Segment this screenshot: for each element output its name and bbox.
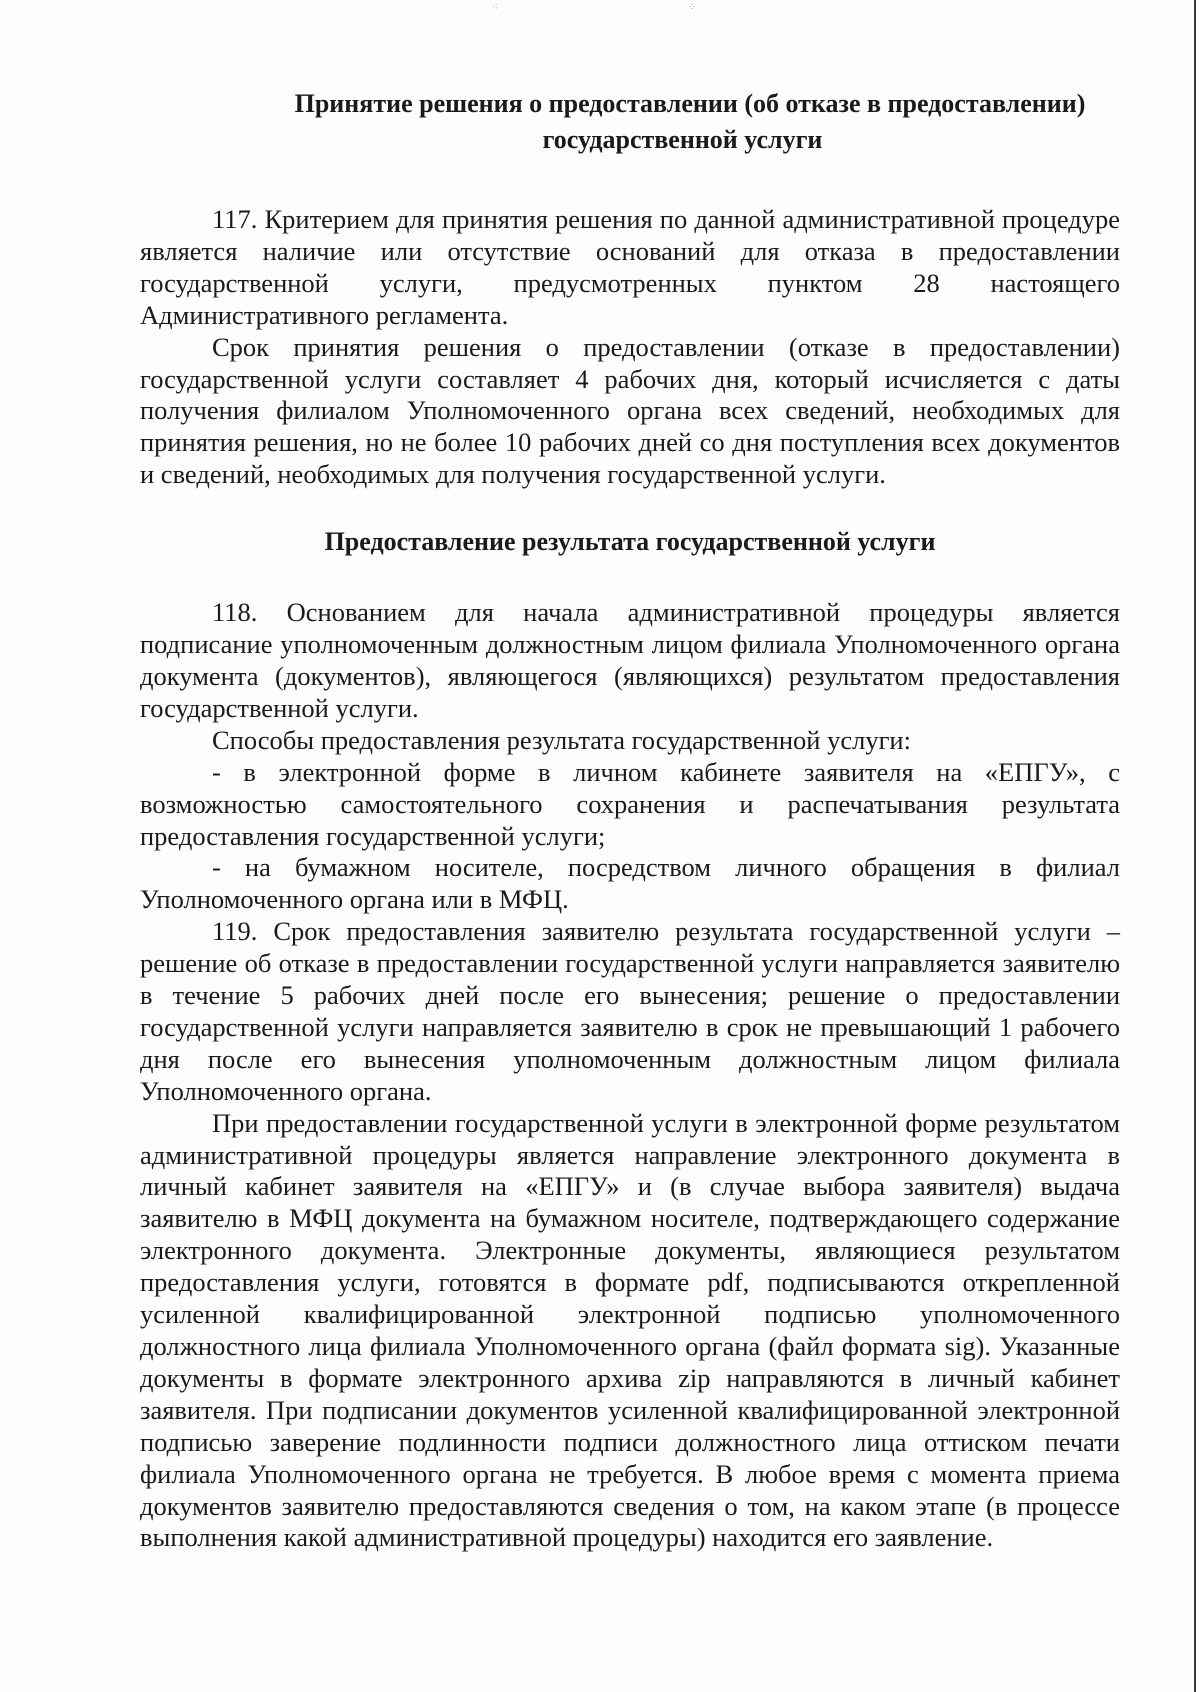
section-title-result [140,524,1120,560]
title-line: Принятие решения о предоставлении (об отказе в предоставлении) [294,89,1086,118]
document-body [140,86,1120,1554]
paragraph-method-electronic: - в электронной форме в личном кабинете заявителя на «ЕПГУ», с возможностью самостоятельного сохранения и распечатывания результата предоставления государственной услуги; [140,756,1120,851]
paragraph-decision-term: Срок принятия решения о предоставлении (отказе в предоставлении) государственной услуги составляет 4 рабочих дня, который исчисляется с даты получения филиалом Уполномоченного органа всех сведений, необходимых для принятия решения, но не более 10 рабочих дней со дня поступления всех документов и сведений, необходимых для получения государственной услуги. [140,331,1120,490]
paragraph-117: 117. Критерием для принятия решения по данной административной процедуре является наличие или отсутствие оснований для отказа в предоставлении государственной услуги, предусмотренных пунктом 28 настоящего Административного регламента. [140,204,1120,330]
scan-speck: ⁘ [688,2,697,13]
paragraph-electronic-result: При предоставлении государственной услуги в электронной форме результатом административной процедуры является направление электронного документа в личный кабинет заявителя на «ЕПГУ» и (в случае выбора заявителя) выдача заявителю в МФЦ документа на бумажном носителе, подтверждающего содержание электронного документа. Электронные документы, являющиеся результатом предоставления услуги, готовятся в формате pdf, подписываются открепленной усиленной квалифицированной электронной подписью уполномоченного должностного лица филиала Уполномоченного органа (файл формата sig). Указанные документы в формате электронного архива zip направляются в личный кабинет заявителя. При подписании документов усиленной квалифицированной электронной подписью заверение подлинности подписи должностного лица оттиском печати филиала Уполномоченного органа не требуется. В любое время с момента приема документов заявителю предоставляются сведения о том, на каком этапе (в процессе выполнения какой административной процедуры) находится его заявление. [140,1107,1120,1553]
title-line: государственной услуги [542,125,823,154]
paragraph-118: 118. Основанием для начала административной процедуры является подписание уполномоченным должностным лицом филиала Уполномоченного органа документа (документов), являющегося (являющихся) результатом предоставления государственной услуги. [140,597,1120,723]
scan-speck: ⁖ [492,2,498,13]
title-line: Предоставление результата государственной услуги [324,527,936,557]
section-title-decision [140,86,1120,158]
scan-edge [1194,0,1196,1692]
paragraph-method-paper: - на бумажном носителе, посредством личного обращения в филиал Уполномоченного органа или в МФЦ. [140,852,1120,915]
paragraph-119: 119. Срок предоставления заявителю результата государственной услуги – решение об отказе в предоставлении государственной услуги направляется заявителю в течение 5 рабочих дней после его вынесения; решение о предоставлении государственной услуги направляется заявителю в срок не превышающий 1 рабочего дня после его вынесения уполномоченным должностным лицом филиала Уполномоченного органа. [140,916,1120,1106]
paragraph-methods-intro: Способы предоставления результата государственной услуги: [212,724,911,755]
